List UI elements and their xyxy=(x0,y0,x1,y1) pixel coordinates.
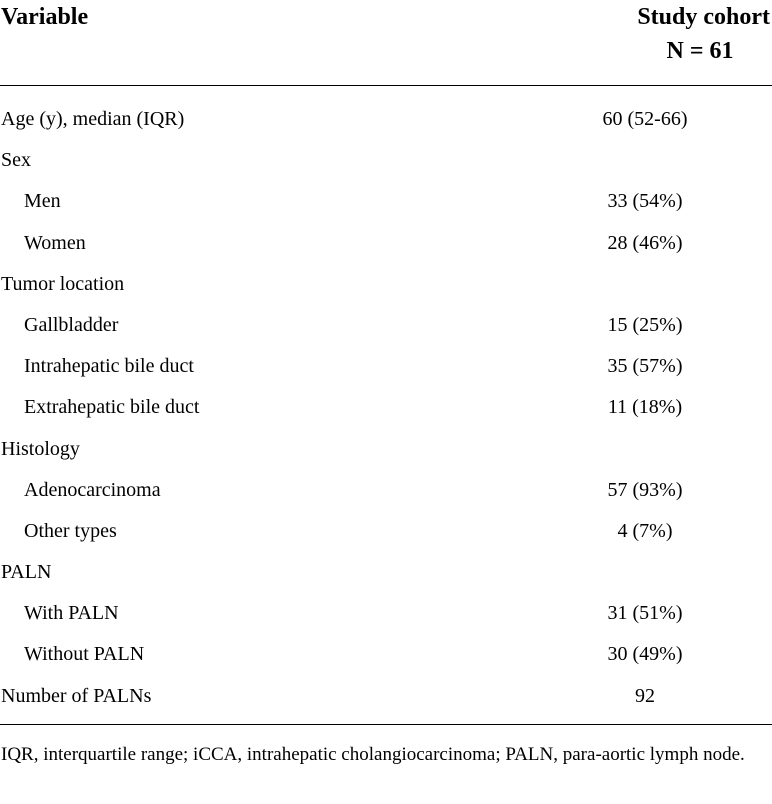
table-row xyxy=(0,593,772,634)
row-label: Other types xyxy=(24,519,117,542)
row-value: 11 (18%) xyxy=(607,396,683,419)
row-value: 28 (46%) xyxy=(607,231,683,254)
row-label: Adenocarcinoma xyxy=(24,478,161,501)
row-label: With PALN xyxy=(24,602,119,625)
table-row xyxy=(0,181,772,222)
row-label: Intrahepatic bile duct xyxy=(24,355,194,378)
table-bottom-divider xyxy=(0,724,772,725)
table-body xyxy=(0,99,772,717)
row-label: Sex xyxy=(1,149,31,172)
table-row xyxy=(0,264,772,305)
row-value: 57 (93%) xyxy=(607,478,683,501)
header-variable: Variable xyxy=(1,4,89,30)
row-label: Age (y), median (IQR) xyxy=(1,108,185,130)
row-label: Without PALN xyxy=(24,643,145,666)
table-footnote: IQR, interquartile range; iCCA, intrahepatic cholangiocarcinoma; PALN, para-aortic lymph node. xyxy=(1,744,745,765)
row-label: Number of PALNs xyxy=(1,684,152,707)
table-row xyxy=(0,140,772,181)
row-value: 15 (25%) xyxy=(607,313,683,336)
table-row xyxy=(0,223,772,264)
row-label: Histology xyxy=(1,437,80,460)
header-cohort-n: N = 61 xyxy=(666,38,734,64)
row-value: 31 (51%) xyxy=(607,602,683,625)
row-label: Tumor location xyxy=(1,272,125,295)
table-row xyxy=(0,99,772,140)
row-label: Men xyxy=(24,190,61,213)
row-label: Women xyxy=(24,231,86,254)
table-row xyxy=(0,305,772,346)
table-row xyxy=(0,429,772,470)
table-row xyxy=(0,346,772,387)
row-value: 60 (52-66) xyxy=(602,108,688,130)
row-label: Extrahepatic bile duct xyxy=(24,396,200,419)
header-cohort-title: Study cohort xyxy=(637,4,770,30)
header-study-cohort xyxy=(570,0,770,68)
row-label: PALN xyxy=(1,561,52,584)
table-row xyxy=(0,511,772,552)
header-divider xyxy=(0,85,772,86)
row-value: 33 (54%) xyxy=(607,190,683,213)
table-row xyxy=(0,634,772,675)
row-value: 92 xyxy=(635,684,655,707)
table-row xyxy=(0,552,772,593)
row-label: Gallbladder xyxy=(24,313,119,336)
row-value: 35 (57%) xyxy=(607,355,683,378)
table-header xyxy=(0,0,772,76)
row-value: 4 (7%) xyxy=(617,519,673,542)
row-value: 30 (49%) xyxy=(607,643,683,666)
table-row xyxy=(0,387,772,428)
table-row xyxy=(0,676,772,717)
table-row xyxy=(0,470,772,511)
